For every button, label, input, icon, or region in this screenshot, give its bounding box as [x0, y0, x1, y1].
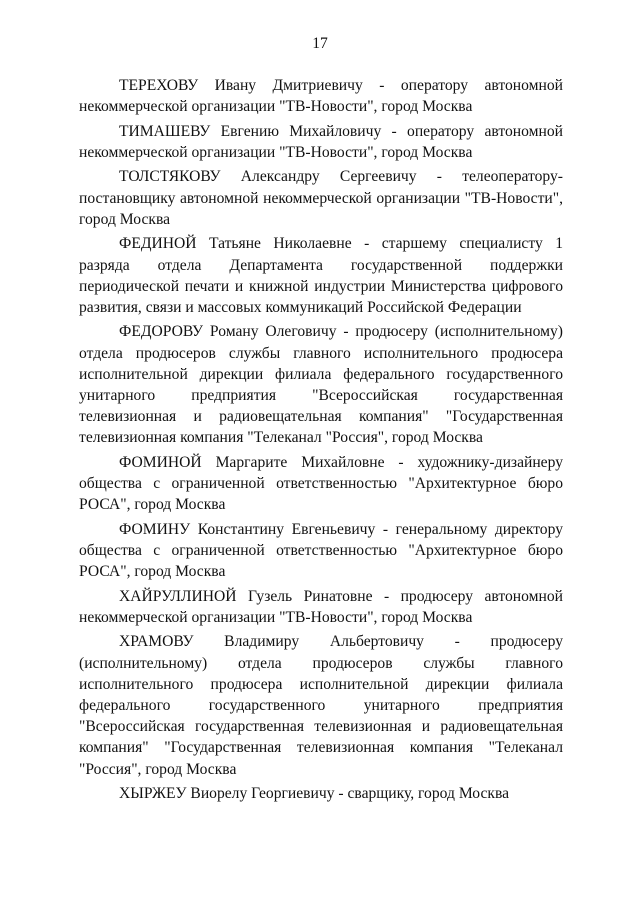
list-item: ТИМАШЕВУ Евгению Михайловичу - оператору автономной некоммерческой организации "ТВ-Новости", город Москва: [79, 122, 563, 161]
list-item: ХРАМОВУ Владимиру Альбертовичу - продюсеру (исполнительному) отдела продюсеров службы главного исполнительного продюсера исполнительной дирекции филиала федерального государственного унитарного предприятия "Всероссийская государственная телевизионная и радиовещательная компания" "Государственная телевизионная компания "Телеканал "Россия", город Москва: [79, 633, 563, 778]
list-item: ФОМИНОЙ Маргарите Михайловне - художнику-дизайнеру общества с ограниченной ответственностью "Архитектурное бюро РОСА", город Москва: [79, 453, 563, 514]
list-item: ФЕДИНОЙ Татьяне Николаевне - старшему специалисту 1 разряда отдела Департамента государственной поддержки периодической печати и книжной индустрии Министерства цифрового развития, связи и массовых коммуникаций Российской Федерации: [79, 235, 563, 316]
award-list: [79, 75, 563, 808]
list-item: ФОМИНУ Константину Евгеньевичу - генеральному директору общества с ограниченной ответственностью "Архитектурное бюро РОСА", город Москва: [79, 520, 563, 581]
list-item: ТЕРЕХОВУ Ивану Дмитриевичу - оператору автономной некоммерческой организации "ТВ-Новости", город Москва: [79, 77, 563, 116]
list-item: ХЫРЖЕУ Виорелу Георгиевичу - сварщику, город Москва: [119, 785, 510, 803]
list-item: ФЕДОРОВУ Роману Олеговичу - продюсеру (исполнительному) отдела продюсеров службы главного исполнительного продюсера исполнительной дирекции филиала федерального государственного унитарного предприятия "Всероссийская государственная телевизионная и радиовещательная компания" "Государственная телевизионная компания "Телеканал "Россия", город Москва: [79, 323, 563, 447]
list-item: ТОЛСТЯКОВУ Александру Сергеевичу - телеоператору-постановщику автономной некоммерческой организации "ТВ-Новости", город Москва: [79, 168, 563, 228]
list-item: ХАЙРУЛЛИНОЙ Гузель Ринатовне - продюсеру автономной некоммерческой организации "ТВ-Новости", город Москва: [79, 587, 563, 626]
page-number: 17: [312, 35, 328, 52]
